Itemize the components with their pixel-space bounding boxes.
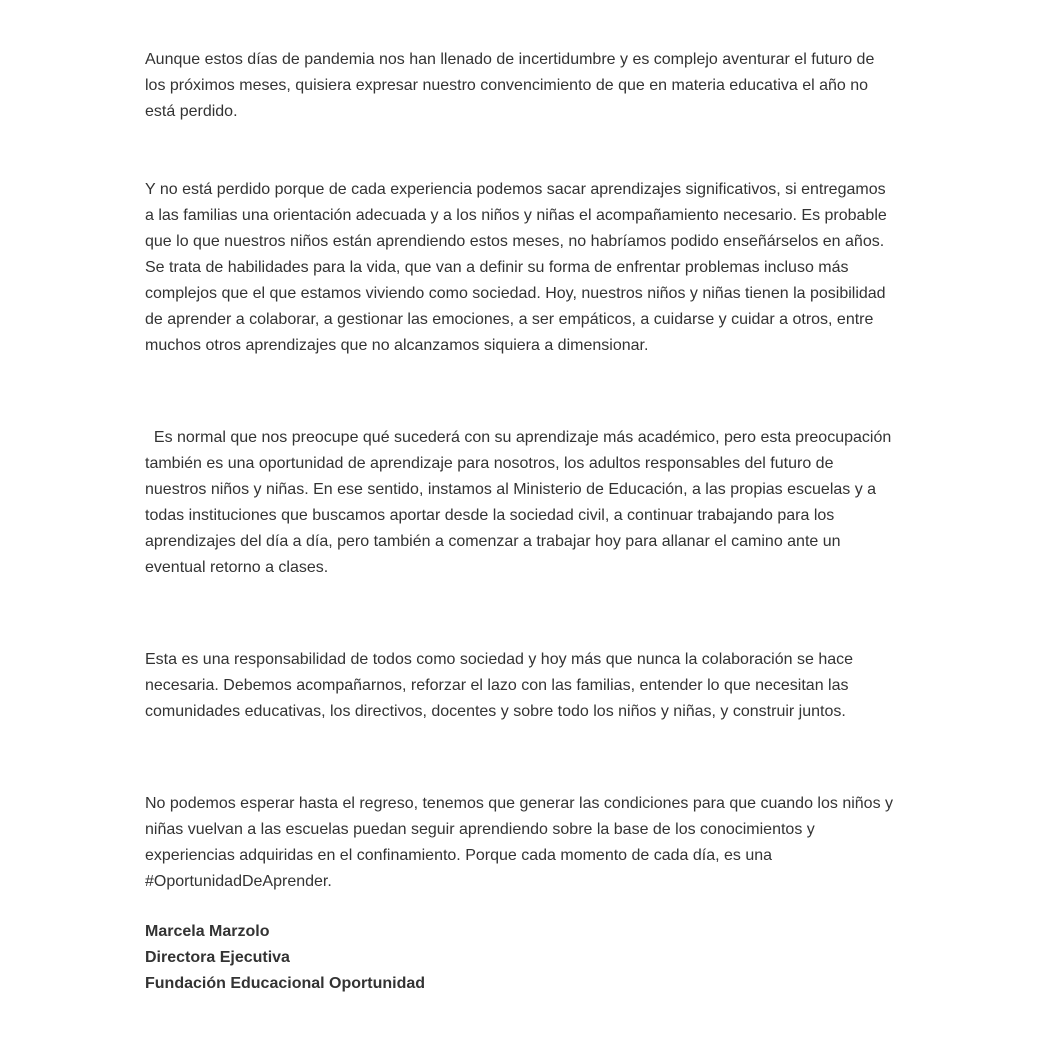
text-line: No podemos esperar hasta el regreso, tenemos que generar las condiciones para que cuando los niños y xyxy=(145,795,894,812)
text-line: a las familias una orientación adecuada y a los niños y niñas el acompañamiento necesario. Es probable xyxy=(145,207,887,224)
text-line: experiencias adquiridas en el confinamiento. Porque cada momento de cada día, es una xyxy=(145,847,773,864)
text-line: nuestros niños y niñas. En ese sentido, instamos al Ministerio de Educación, a las propias escuelas y a xyxy=(145,481,877,498)
paragraph-academic xyxy=(145,425,905,581)
text-line: también es una oportunidad de aprendizaje para nosotros, los adultos responsables del futuro de xyxy=(145,455,834,472)
text-line: eventual retorno a clases. xyxy=(145,559,329,576)
text-line: necesaria. Debemos acompañarnos, reforzar el lazo con las familias, entender lo que necesitan las xyxy=(145,677,849,694)
text-line: de aprender a colaborar, a gestionar las emociones, a ser empáticos, a cuidarse y cuidar a otros, entre xyxy=(145,311,874,328)
text-line: Es normal que nos preocupe qué sucederá con su aprendizaje más académico, pero esta preocupación xyxy=(145,429,892,446)
signature-role: Directora Ejecutiva xyxy=(145,949,290,966)
text-line: Aunque estos días de pandemia nos han llenado de incertidumbre y es complejo aventurar el futuro de xyxy=(145,51,875,68)
text-line: complejos que el que estamos viviendo como sociedad. Hoy, nuestros niños y niñas tienen la posibilidad xyxy=(145,285,886,302)
text-line: está perdido. xyxy=(145,103,238,120)
text-line: Se trata de habilidades para la vida, que van a definir su forma de enfrentar problemas incluso más xyxy=(145,259,849,276)
text-line: comunidades educativas, los directivos, docentes y sobre todo los niños y niñas, y construir juntos. xyxy=(145,703,846,720)
signature-name: Marcela Marzolo xyxy=(145,923,270,940)
paragraph-responsibility xyxy=(145,647,905,725)
text-line: aprendizajes del día a día, pero también a comenzar a trabajar hoy para allanar el camino ante un xyxy=(145,533,841,550)
text-line: niñas vuelvan a las escuelas puedan seguir aprendiendo sobre la base de los conocimientos y xyxy=(145,821,815,838)
paragraph-intro xyxy=(145,47,905,125)
paragraph-learning xyxy=(145,177,905,359)
text-line: muchos otros aprendizajes que no alcanzamos siquiera a dimensionar. xyxy=(145,337,649,354)
text-line: Esta es una responsabilidad de todos como sociedad y hoy más que nunca la colaboración se hace xyxy=(145,651,854,668)
text-line: los próximos meses, quisiera expresar nuestro convencimiento de que en materia educativa el año no xyxy=(145,77,869,94)
paragraph-closing xyxy=(145,791,905,895)
signature-organization: Fundación Educacional Oportunidad xyxy=(145,975,426,992)
article-body xyxy=(145,47,905,997)
text-line: todas instituciones que buscamos aportar desde la sociedad civil, a continuar trabajando para los xyxy=(145,507,835,524)
text-line: #OportunidadDeAprender. xyxy=(145,873,332,890)
text-line: que lo que nuestros niños están aprendiendo estos meses, no habríamos podido enseñárselos en años. xyxy=(145,233,885,250)
text-line: Y no está perdido porque de cada experiencia podemos sacar aprendizajes significativos, si entregamos xyxy=(145,181,886,198)
signature-block xyxy=(145,919,905,997)
